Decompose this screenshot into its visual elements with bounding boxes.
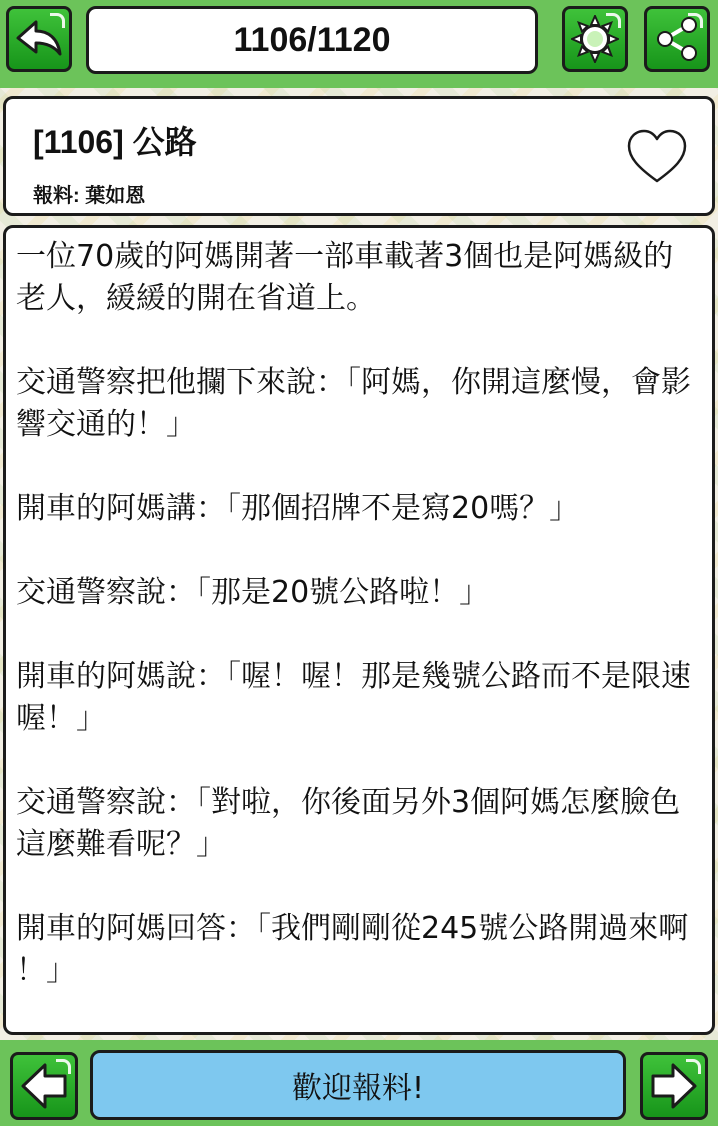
author-label: 報料: 葉如恩 bbox=[33, 185, 146, 207]
joke-counter: 1106/1120 bbox=[86, 6, 538, 74]
back-button[interactable] bbox=[6, 6, 72, 72]
favorite-button[interactable] bbox=[625, 128, 689, 186]
next-button[interactable] bbox=[640, 1052, 708, 1120]
share-button[interactable] bbox=[644, 6, 710, 72]
joke-title: [1106] 公路 bbox=[33, 124, 197, 160]
settings-button[interactable] bbox=[562, 6, 628, 72]
joke-content-card bbox=[3, 225, 715, 1035]
welcome-submit-button[interactable]: 歡迎報料! bbox=[90, 1050, 626, 1120]
heart-outline-icon bbox=[625, 171, 689, 190]
joke-body: 一位70歲的阿媽開著一部車載著3個也是阿媽級的老人，緩緩的開在省道上。 交通警察把他攔下來說：「阿媽，你開這麼慢，會影響交通的！」 開車的阿媽講：「那個招牌不是寫20嗎？」 交通警察說：「那是20號公路啦！」 開車的阿媽說：「喔！喔！那是幾號公路而不是限速喔！」 交通警察說：「對啦，你後面另外3個阿媽怎麼臉色這麼難看呢？」 開車的阿媽回答：「我們剛剛從245號公路開過來啊 ！」 bbox=[16, 239, 691, 988]
previous-button[interactable] bbox=[10, 1052, 78, 1120]
joke-header-card bbox=[3, 96, 715, 216]
